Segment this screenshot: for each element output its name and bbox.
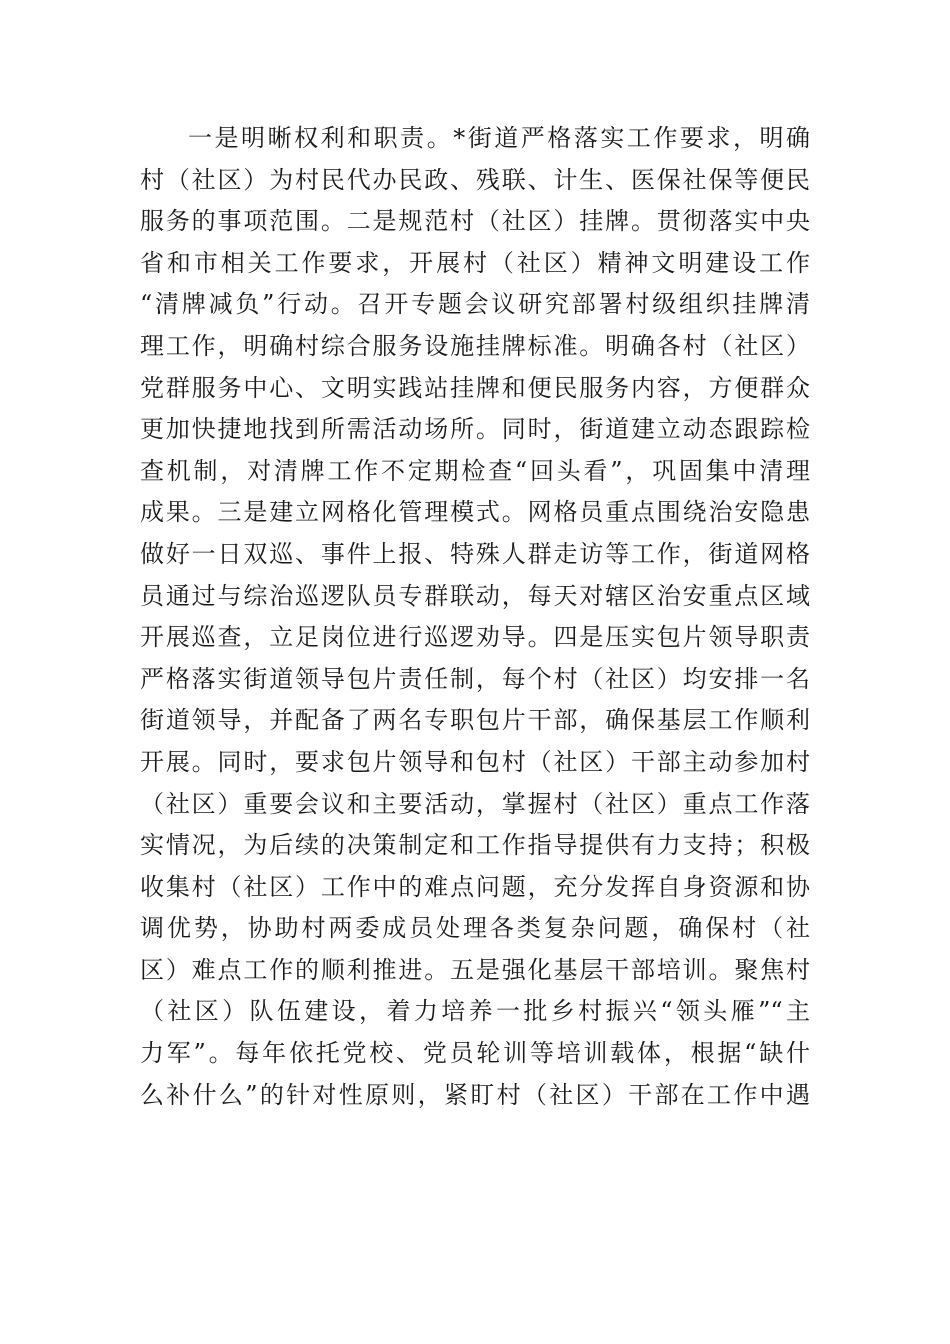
text-line: 力军”。每年依托党校、党员轮训等培训载体，根据“缺什 [140, 1039, 810, 1068]
text-line: 区）难点工作的顺利推进。五是强化基层干部培训。聚焦村 [140, 955, 810, 984]
text-line: 调优势，协助村两委成员处理各类复杂问题，确保村（社 [140, 914, 810, 943]
text-line: 开展。同时，要求包片领导和包村（社区）干部主动参加村 [140, 747, 810, 776]
text-line: 街道领导，并配备了两名专职包片干部，确保基层工作顺利 [140, 706, 810, 735]
text-line: 查机制，对清牌工作不定期检查“回头看”，巩固集中清理 [140, 456, 810, 485]
text-line: 理工作，明确村综合服务设施挂牌标准。明确各村（社区） [140, 331, 810, 360]
text-line: 省和市相关工作要求，开展村（社区）精神文明建设工作 [140, 248, 810, 277]
text-line: 么补什么”的针对性原则，紧盯村（社区）干部在工作中遇 [140, 1080, 810, 1109]
text-line: （社区）队伍建设，着力培养一批乡村振兴“领头雁”“主 [140, 997, 810, 1026]
text-line: 更加快捷地找到所需活动场所。同时，街道建立动态跟踪检 [140, 415, 810, 444]
text-line: 成果。三是建立网格化管理模式。网格员重点围绕治安隐患 [140, 498, 810, 527]
text-line: 做好一日双巡、事件上报、特殊人群走访等工作，街道网格 [140, 539, 810, 568]
text-line: （社区）重要会议和主要活动，掌握村（社区）重点工作落 [140, 789, 810, 818]
text-line: 收集村（社区）工作中的难点问题，充分发挥自身资源和协 [140, 872, 810, 901]
text-line: 严格落实街道领导包片责任制，每个村（社区）均安排一名 [140, 664, 810, 693]
text-line: 开展巡查，立足岗位进行巡逻劝导。四是压实包片领导职责 [140, 623, 810, 652]
text-line: 服务的事项范围。二是规范村（社区）挂牌。贯彻落实中央 [140, 207, 810, 236]
text-line: 一是明晰权利和职责。*街道严格落实工作要求，明确 [188, 124, 810, 152]
text-line: 实情况，为后续的决策制定和工作指导提供有力支持；积极 [140, 831, 810, 860]
text-line: “清牌减负”行动。召开专题会议研究部署村级组织挂牌清 [140, 290, 810, 319]
text-line: 村（社区）为村民代办民政、残联、计生、医保社保等便民 [140, 165, 810, 194]
text-line: 党群服务中心、文明实践站挂牌和便民服务内容，方便群众 [140, 373, 810, 402]
text-line: 员通过与综治巡逻队员专群联动，每天对辖区治安重点区域 [140, 581, 810, 610]
body-paragraph [140, 118, 810, 1116]
